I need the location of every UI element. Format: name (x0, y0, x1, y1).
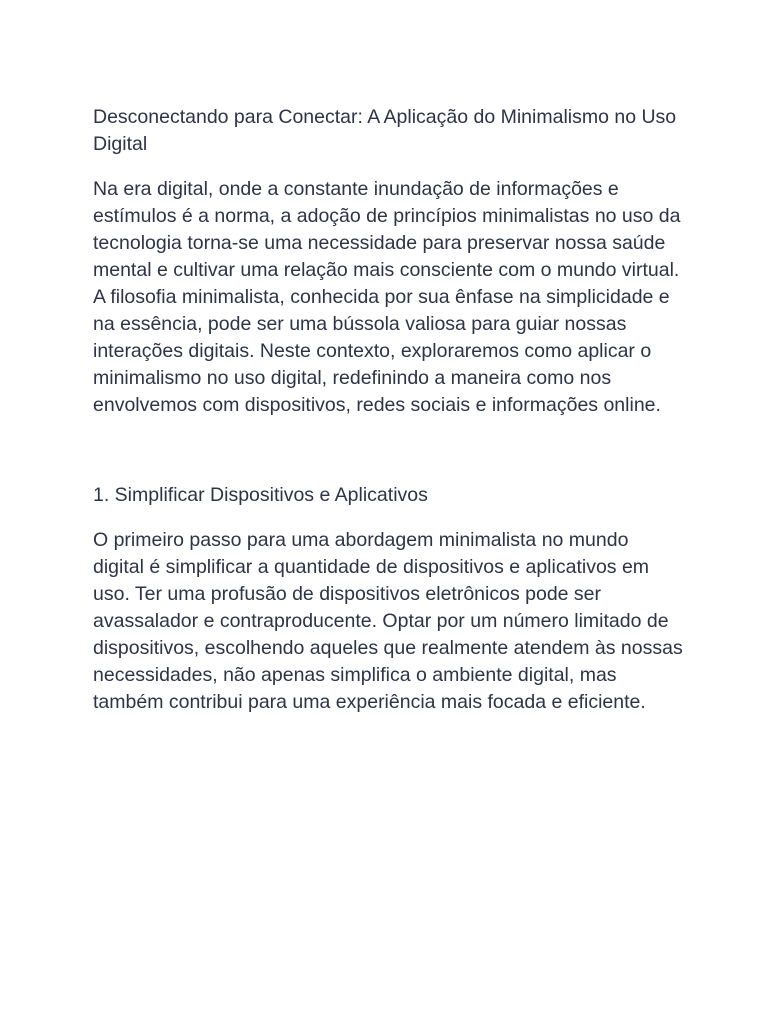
document-title: Desconectando para Conectar: A Aplicação do Minimalismo no Uso Digital (93, 106, 677, 155)
section-heading: 1. Simplificar Dispositivos e Aplicativos (93, 484, 428, 506)
intro-paragraph: Na era digital, onde a constante inundação de informações e estímulos é a norma, a adoção de princípios minimalistas no uso da tecnologia torna-se uma necessidade para preservar nossa saúde mental e cultivar uma relação mais consciente com o mundo virtual. A filosofia minimalista, conhecida por sua ênfase na simplicidade e na essência, pode ser uma bússola valiosa para guiar nossas interações digitais. Neste contexto, exploraremos como aplicar o minimalismo no uso digital, redefinindo a maneira como nos envolvemos com dispositivos, redes sociais e informações online. (93, 178, 681, 416)
section-body: O primeiro passo para uma abordagem minimalista no mundo digital é simplificar a quantidade de dispositivos e aplicativos em uso. Ter uma profusão de dispositivos eletrônicos pode ser avassalador e contraproducente. Optar por um número limitado de dispositivos, escolhendo aqueles que realmente atendem às nossas necessidades, não apenas simplifica o ambiente digital, mas também contribui para uma experiência mais focada e eficiente. (93, 529, 683, 713)
document-page (93, 104, 683, 716)
